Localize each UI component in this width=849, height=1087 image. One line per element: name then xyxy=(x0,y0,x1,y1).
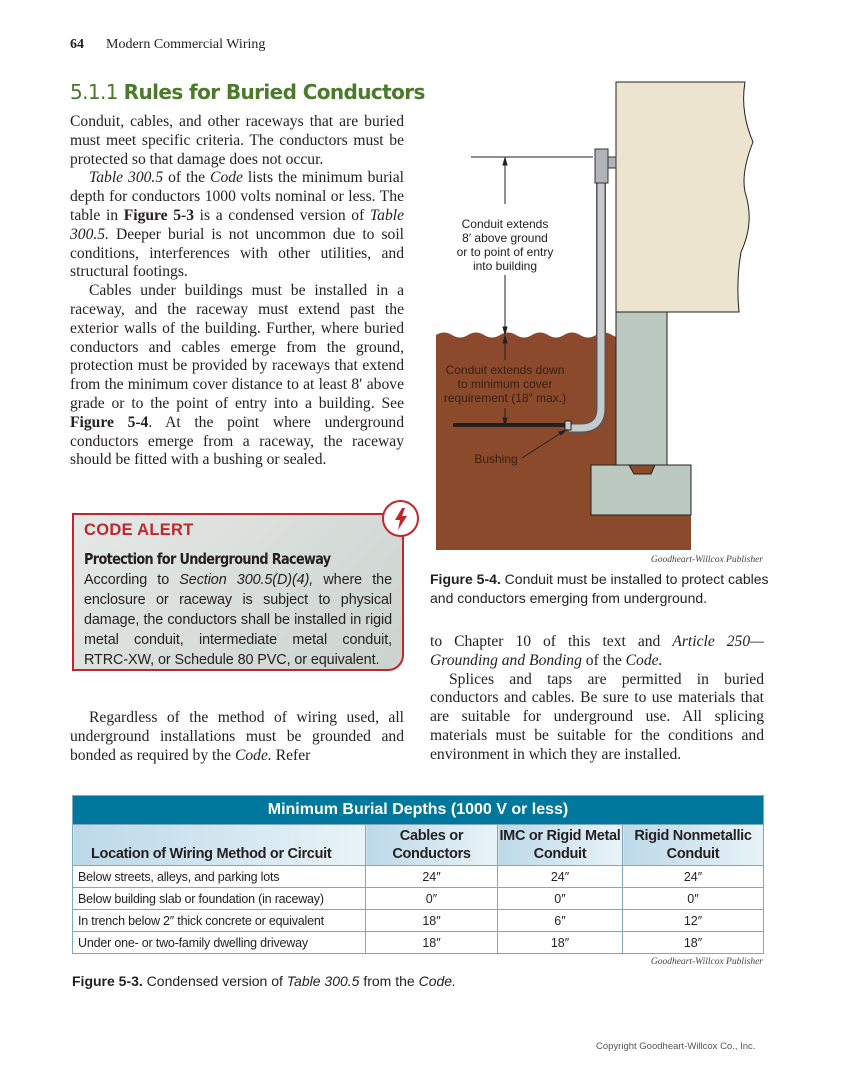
book-title: Modern Commercial Wiring xyxy=(106,37,266,52)
copyright: Copyright Goodheart-Willcox Co., Inc. xyxy=(596,1041,756,1052)
foundation-wall xyxy=(616,312,667,465)
section-heading xyxy=(70,80,425,104)
figure-5-3-caption: Figure 5-3. Condensed version of Table 300.5 from the Code. xyxy=(72,973,456,989)
left-column-bottom xyxy=(70,709,404,765)
bushing xyxy=(565,421,571,430)
building-wall xyxy=(616,82,753,312)
label-above-2: 8′ above ground xyxy=(462,231,548,245)
column-header: Cables or Conductors xyxy=(366,825,498,866)
paragraph: Regardless of the method of wiring used, all underground installations must be grounded and bonded as required by the Code. Refer xyxy=(70,709,404,764)
table-credit: Goodheart-Willcox Publisher xyxy=(650,957,763,967)
paragraph: Splices and taps are permitted in buried conductors and cables. Be sure to use materials that are suitable for underground use. All splicing materials must be suitable for the conditions and environment in which they are installed. xyxy=(430,670,764,763)
column-header: Location of Wiring Method or Circuit xyxy=(73,825,366,866)
paragraph: Cables under buildings must be installed in a raceway, and the raceway must extend past the exterior walls of the building. Further, where buried conductors and cables emerge from the ground, protection must be provided by raceways that extend from the minimum cover distance to at least 8′ above grade or to the point of entry into a building. See Figure 5-4. At the point where underground conductors emerge from a raceway, the raceway should be fitted with a bushing or sealed. xyxy=(70,282,404,469)
figure-5-4-illustration xyxy=(430,70,770,555)
label-below-1: Conduit extends down xyxy=(445,363,565,377)
paragraph: Conduit, cables, and other raceways that are buried must meet specific criteria. The conductors must be protected so that damage does not occur. xyxy=(70,113,404,168)
label-above-4: into building xyxy=(472,259,538,273)
table-row: In trench below 2″ thick concrete or equivalent 18″ 6″ 12″ xyxy=(73,910,764,932)
paragraph: to Chapter 10 of this text and Article 250—Grounding and Bonding of the Code. xyxy=(430,633,764,669)
page-number: 64 xyxy=(70,37,84,52)
table-title: Minimum Burial Depths (1000 V or less) xyxy=(73,796,764,825)
label-above-1: Conduit extends xyxy=(461,217,549,231)
label-above-3: or to point of entry xyxy=(456,245,554,259)
section-number: 5.1.1 xyxy=(70,80,118,104)
column-header: Rigid Nonmetallic Conduit xyxy=(623,825,764,866)
left-column xyxy=(70,113,404,470)
running-header xyxy=(70,37,265,53)
junction-box xyxy=(595,149,608,183)
figure-5-4-credit: Goodheart-Willcox Publisher xyxy=(650,555,763,565)
code-alert-box xyxy=(72,513,404,671)
table-row: Below building slab or foundation (in raceway) 0″ 0″ 0″ xyxy=(73,888,764,910)
table-row: Under one- or two-family dwelling driveway 18″ 18″ 18″ xyxy=(73,932,764,954)
section-title: Rules for Buried Conductors xyxy=(123,80,425,104)
code-alert-title: Protection for Underground Raceway xyxy=(84,550,331,568)
label-below-2: to minimum cover xyxy=(457,377,553,391)
code-alert-label: CODE ALERT xyxy=(84,521,194,539)
figure-5-4-caption: Figure 5-4. Conduit must be installed to protect cables and conductors emerging from underground. xyxy=(430,571,769,606)
label-bushing: Bushing xyxy=(474,452,518,466)
burial-depth-table xyxy=(72,795,764,954)
label-below-3: requirement (18″ max.) xyxy=(443,391,567,405)
paragraph: Table 300.5 of the Code lists the minimum burial depth for conductors 1000 volts nominal or less. The table in Figure 5-3 is a condensed version of Table 300.5. Deeper burial is not uncommon due to soil conditions, interferences with other utilities, and structural footings. xyxy=(70,169,404,281)
right-column xyxy=(430,633,764,765)
code-alert-body: According to Section 300.5(D)(4), where the enclosure or raceway is subject to physical damage, the conductors shall be installed in rigid metal conduit, intermediate metal conduit, RTRC-XW, or Schedule 80 PVC, or equivalent. xyxy=(84,572,392,668)
table-row: Below streets, alleys, and parking lots 24″ 24″ 24″ xyxy=(73,866,764,888)
lightning-bolt-icon xyxy=(382,500,419,537)
column-header: IMC or Rigid Metal Conduit xyxy=(498,825,623,866)
